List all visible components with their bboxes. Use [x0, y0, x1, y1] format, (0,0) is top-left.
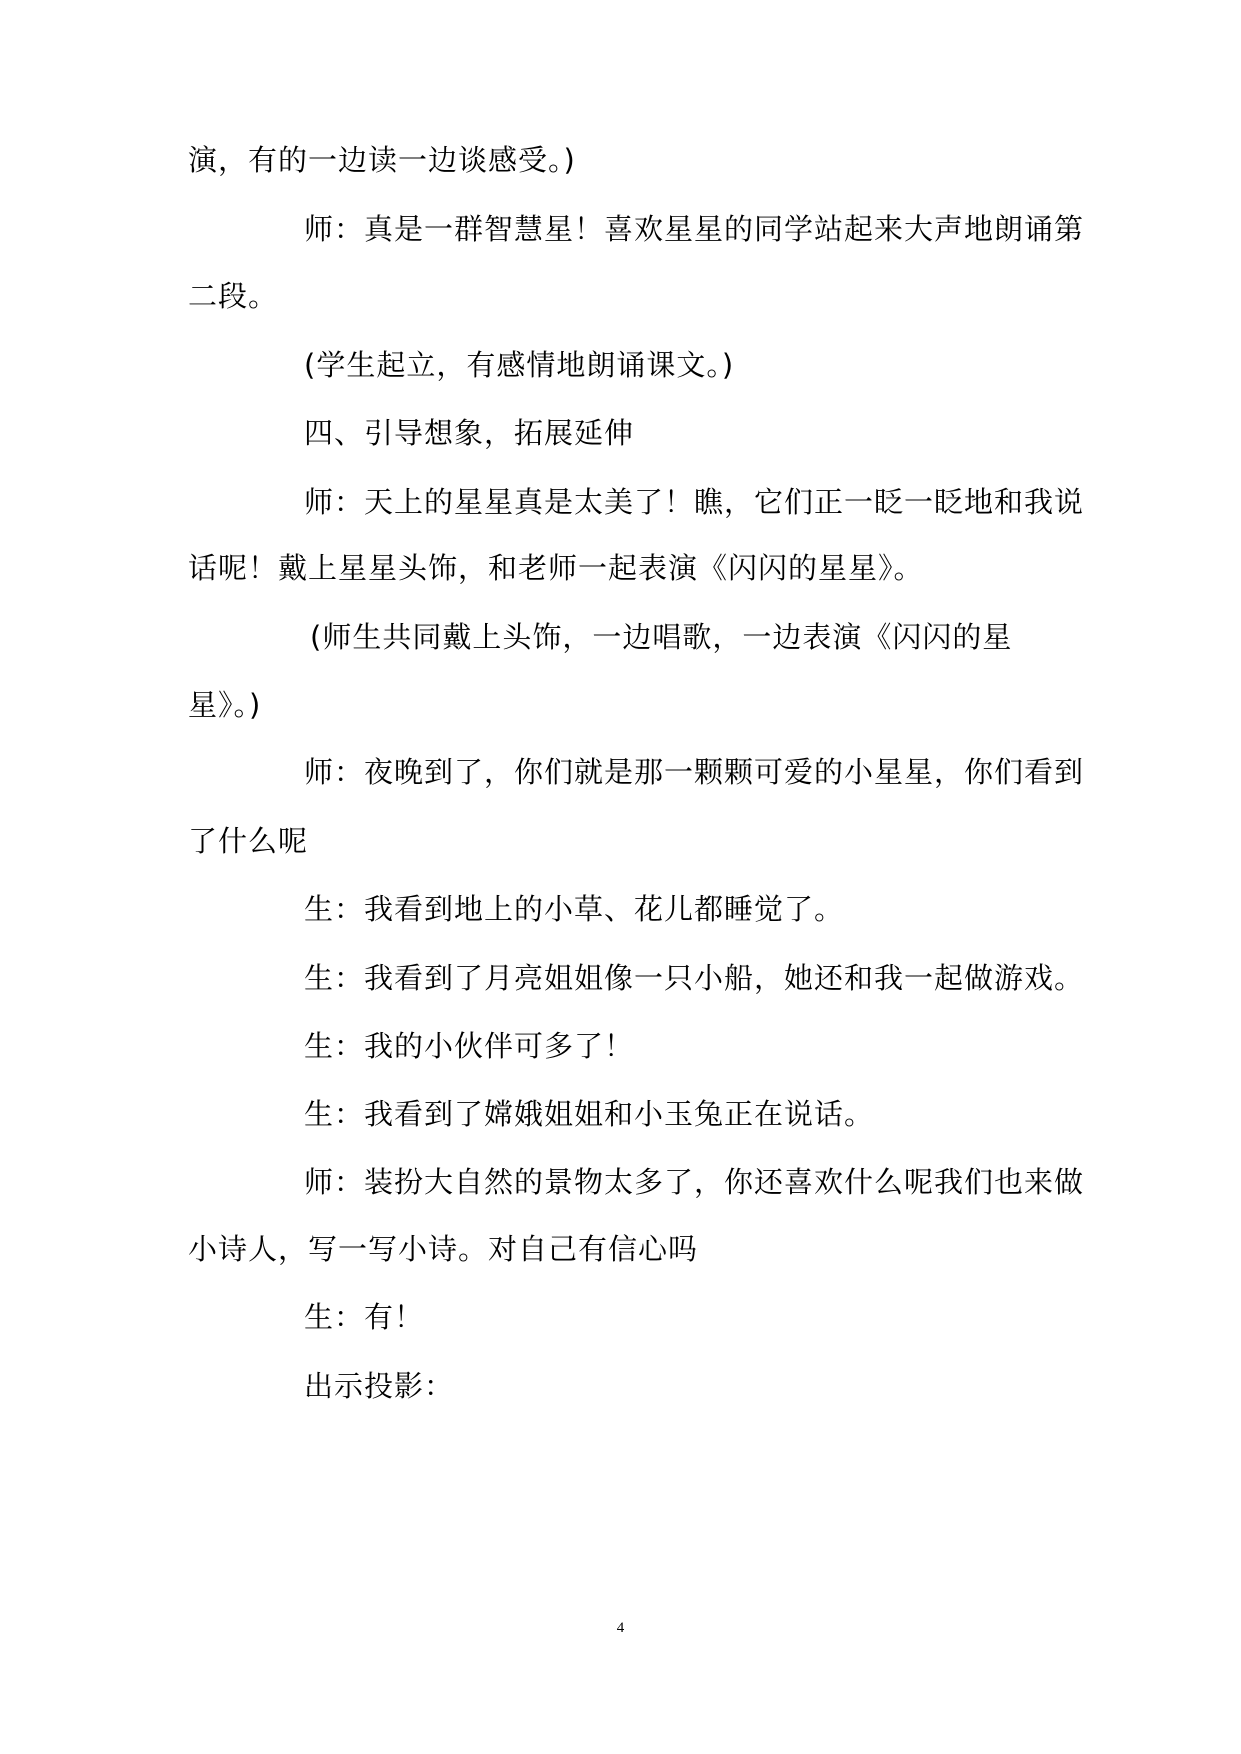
paragraph-line: (学生起立，有感情地朗诵课文。)	[304, 348, 735, 382]
paragraph-line: 师：装扮大自然的景物太多了，你还喜欢什么呢我们也来做	[304, 1165, 1085, 1199]
paragraph-line: 生：我的小伙伴可多了！	[304, 1029, 635, 1063]
section-heading: 四、引导想象，拓展延伸	[304, 416, 635, 450]
paragraph-line: 生：我看到了月亮姐姐像一只小船，她还和我一起做游戏。	[304, 961, 1085, 995]
paragraph-line: 演，有的一边读一边谈感受。)	[188, 143, 576, 177]
page-number: 4	[616, 1620, 625, 1636]
paragraph-line: 生：有！	[304, 1300, 425, 1334]
paragraph-line: 了什么呢	[188, 824, 309, 858]
paragraph-line: 师：真是一群智慧星！喜欢星星的同学站起来大声地朗诵第	[304, 212, 1085, 246]
paragraph-line: 生：我看到了嫦娥姐姐和小玉兔正在说话。	[304, 1097, 875, 1131]
paragraph-line: 师：天上的星星真是太美了！瞧，它们正一眨一眨地和我说	[304, 485, 1085, 519]
paragraph-line: 师：夜晚到了，你们就是那一颗颗可爱的小星星，你们看到	[304, 755, 1085, 789]
paragraph-line: (师生共同戴上头饰，一边唱歌，一边表演《闪闪的星	[310, 620, 1013, 654]
paragraph-line: 生：我看到地上的小草、花儿都睡觉了。	[304, 892, 845, 926]
paragraph-line: 二段。	[188, 279, 279, 313]
paragraph-line: 星》。)	[188, 688, 262, 722]
paragraph-line: 话呢！戴上星星头饰，和老师一起表演《闪闪的星星》。	[188, 551, 924, 585]
paragraph-line: 出示投影：	[304, 1369, 455, 1403]
paragraph-line: 小诗人，写一写小诗。对自己有信心吗	[188, 1232, 699, 1266]
